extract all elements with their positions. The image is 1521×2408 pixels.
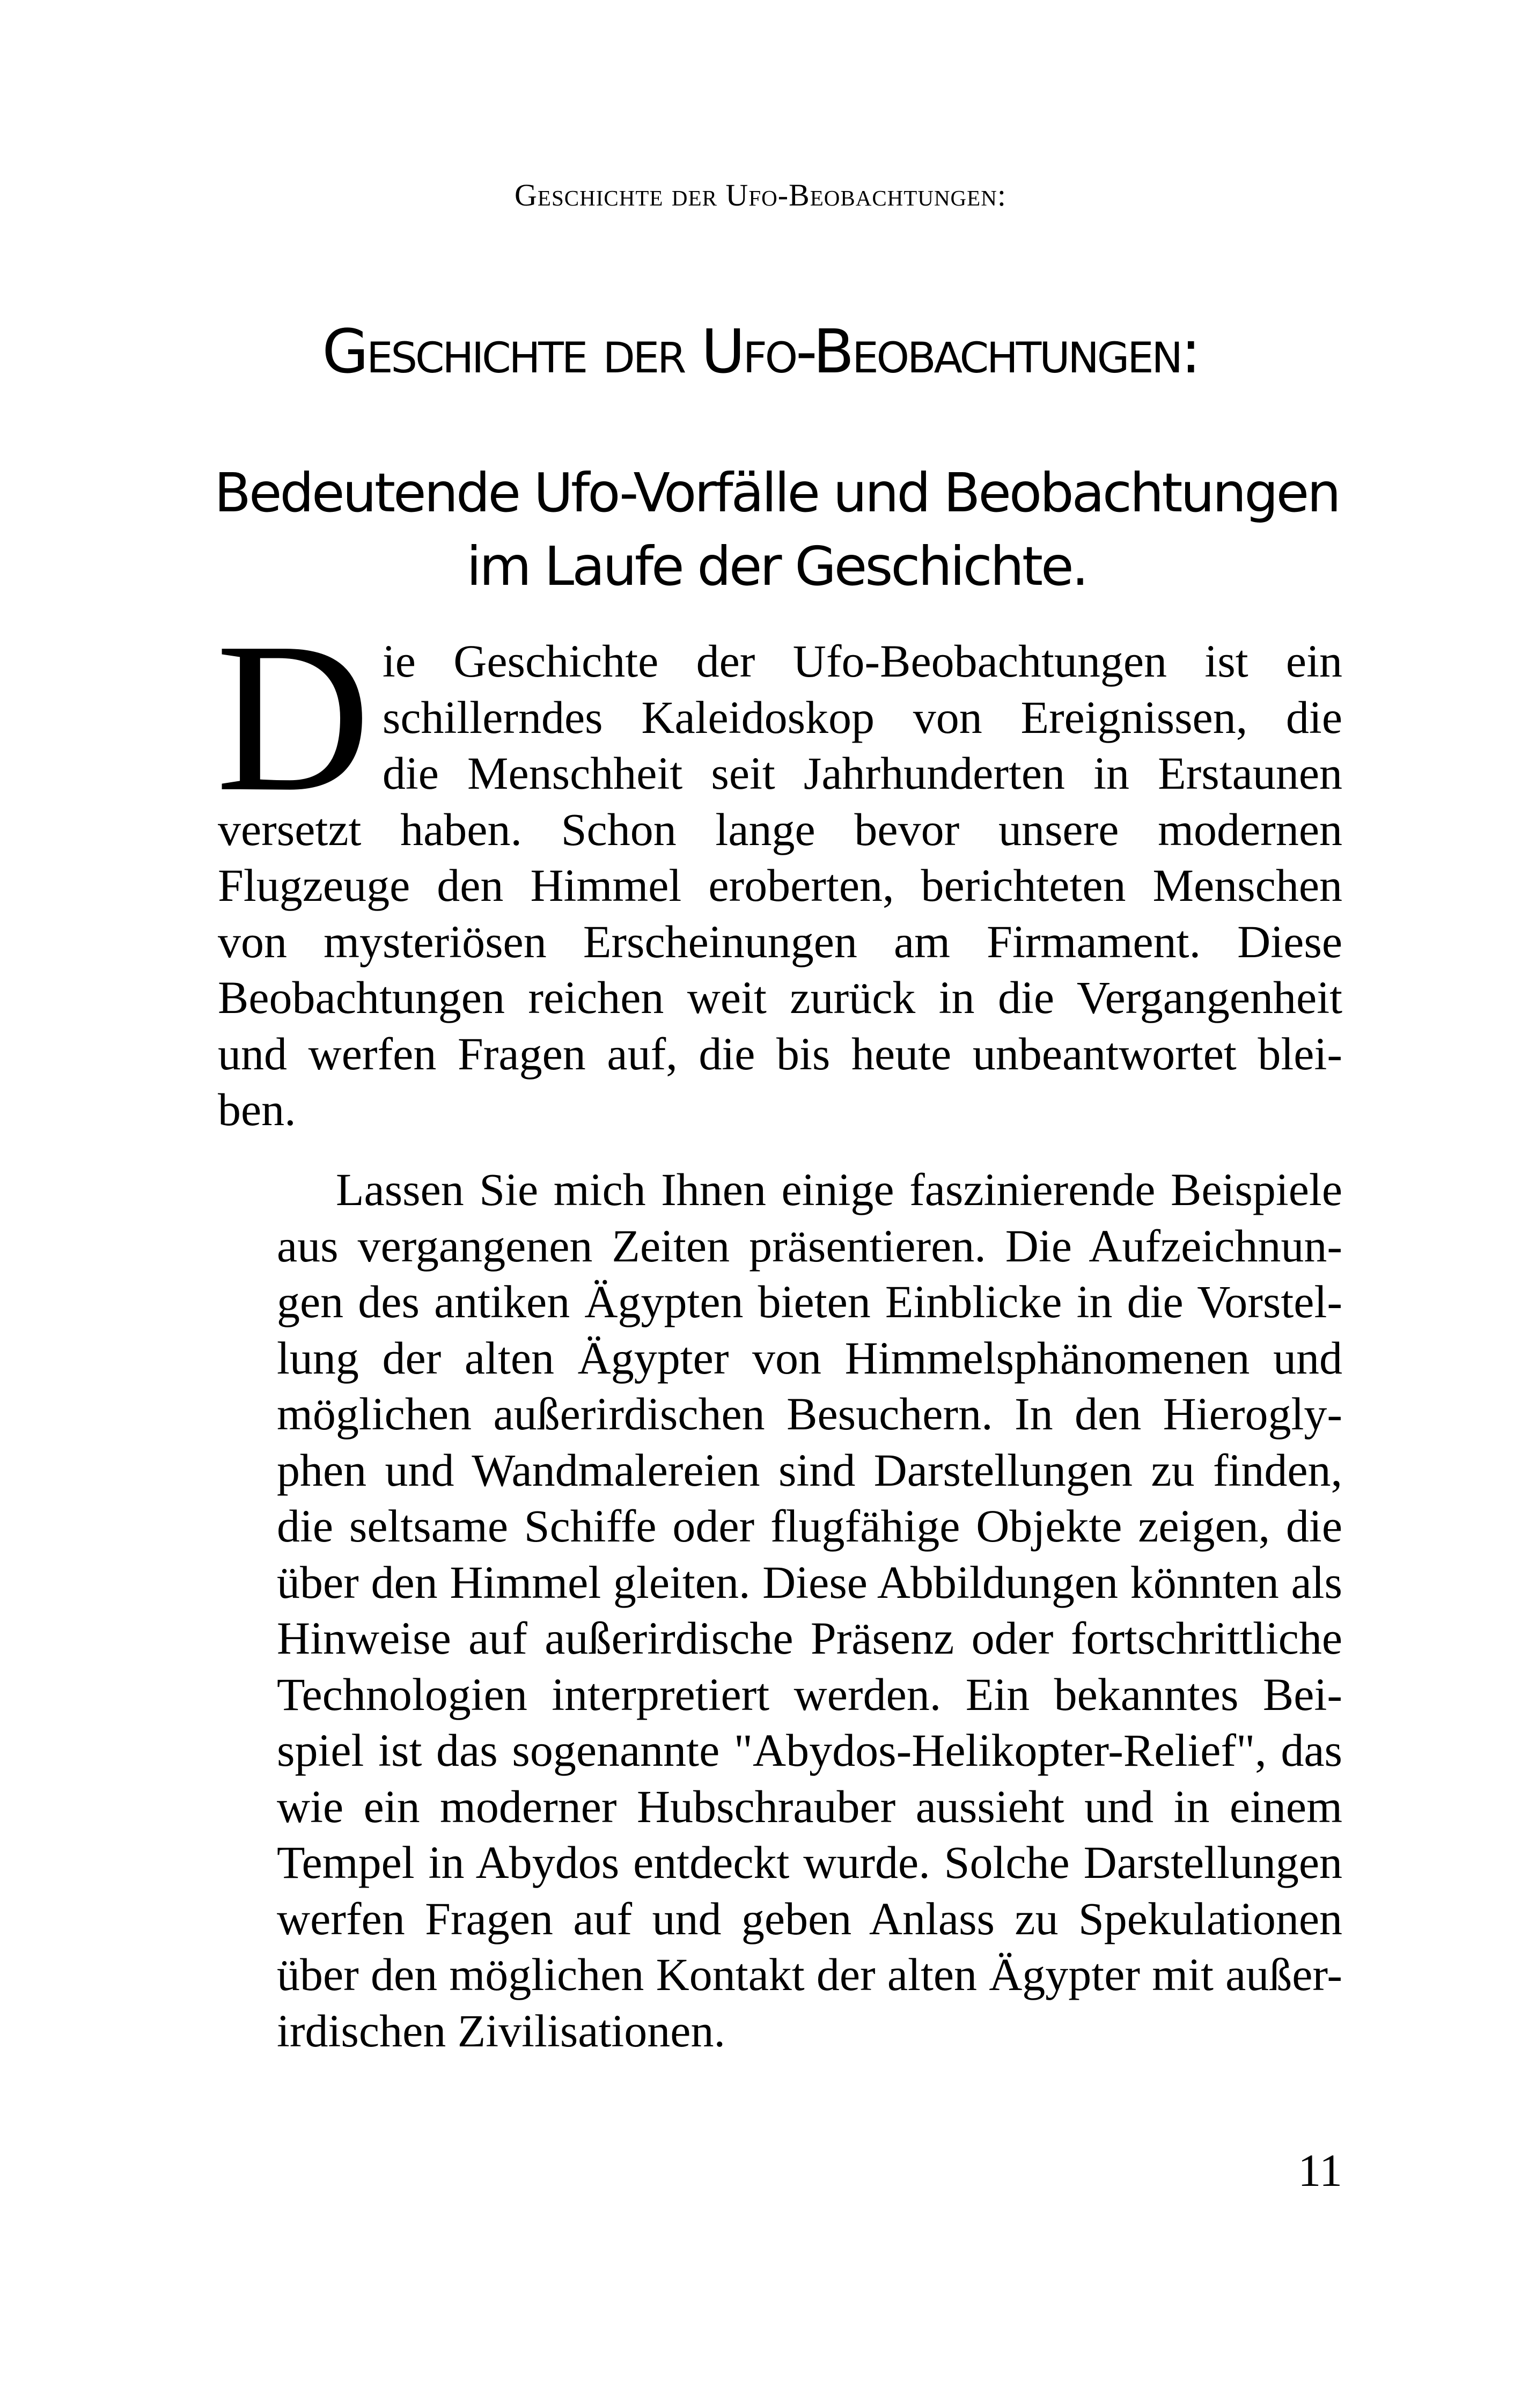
- text-line: wie ein moderner Hubschrauber aussieht und in einem: [277, 1780, 1342, 1832]
- text-line: versetzt haben. Schon lange bevor unsere modernen: [218, 803, 1342, 855]
- drop-cap: D: [216, 598, 371, 836]
- text-line: gen des antiken Ägypten bieten Einblicke in die Vorstel-: [277, 1276, 1342, 1327]
- text-line: Hinweise auf außerirdische Präsenz oder fortschrittliche: [277, 1612, 1342, 1664]
- text-line: Beobachtungen reichen weit zurück in die Vergangenheit: [218, 972, 1342, 1023]
- subtitle-line: im Laufe der Geschichte.: [466, 535, 1087, 598]
- text-line: aus vergangenen Zeiten präsentieren. Die Aufzeichnun-: [277, 1220, 1342, 1272]
- running-head: Geschichte der Ufo-Beobachtungen:: [515, 178, 1006, 212]
- page-number: 11: [1298, 2145, 1342, 2196]
- text-line: werfen Fragen auf und geben Anlass zu Spekulationen: [277, 1892, 1342, 1944]
- chapter-subtitle: [204, 456, 1349, 603]
- text-line: lung der alten Ägypter von Himmelsphänomenen und: [277, 1332, 1342, 1384]
- chapter-title: Geschichte der Ufo-Beobachtungen:: [322, 317, 1199, 387]
- text-line: ben.: [218, 1084, 296, 1135]
- text-line: spiel ist das sogenannte "Abydos-Helikopter-Relief", das: [277, 1724, 1342, 1776]
- text-line: und werfen Fragen auf, die bis heute unbeantwortet blei-: [218, 1027, 1342, 1080]
- text-line: die Menschheit seit Jahrhunderten in Erstaunen: [382, 747, 1342, 799]
- text-line: Technologien interpretiert werden. Ein bekanntes Bei-: [277, 1668, 1342, 1720]
- text-line: die seltsame Schiffe oder flugfähige Objekte zeigen, die: [277, 1500, 1342, 1552]
- text-line: irdischen Zivilisationen.: [277, 2005, 725, 2057]
- text-line: Flugzeuge den Himmel eroberten, berichteten Menschen: [218, 860, 1342, 911]
- text-line: Lassen Sie mich Ihnen einige faszinierende Beispiele: [336, 1164, 1342, 1215]
- text-line: Tempel in Abydos entdeckt wurde. Solche Darstellungen: [277, 1837, 1342, 1888]
- text-line: schillerndes Kaleidoskop von Ereignissen, die: [382, 691, 1342, 743]
- subtitle-line: Bedeutende Ufo-Vorfälle und Beobachtungen: [214, 461, 1339, 524]
- text-line: möglichen außerirdischen Besuchern. In den Hierogly-: [277, 1388, 1342, 1440]
- text-line: ie Geschichte der Ufo-Beobachtungen ist ein: [382, 635, 1342, 687]
- body-paragraph-1: [216, 598, 1342, 1138]
- text-line: über den möglichen Kontakt der alten Ägypter mit außer-: [277, 1949, 1342, 2000]
- text-line: phen und Wandmalereien sind Darstellungen zu finden,: [277, 1444, 1342, 1496]
- body-paragraph-2: [218, 1162, 1342, 2059]
- text-line: von mysteriösen Erscheinungen am Firmament. Diese: [218, 915, 1342, 967]
- text-line: über den Himmel gleiten. Diese Abbildungen könnten als: [277, 1556, 1342, 1608]
